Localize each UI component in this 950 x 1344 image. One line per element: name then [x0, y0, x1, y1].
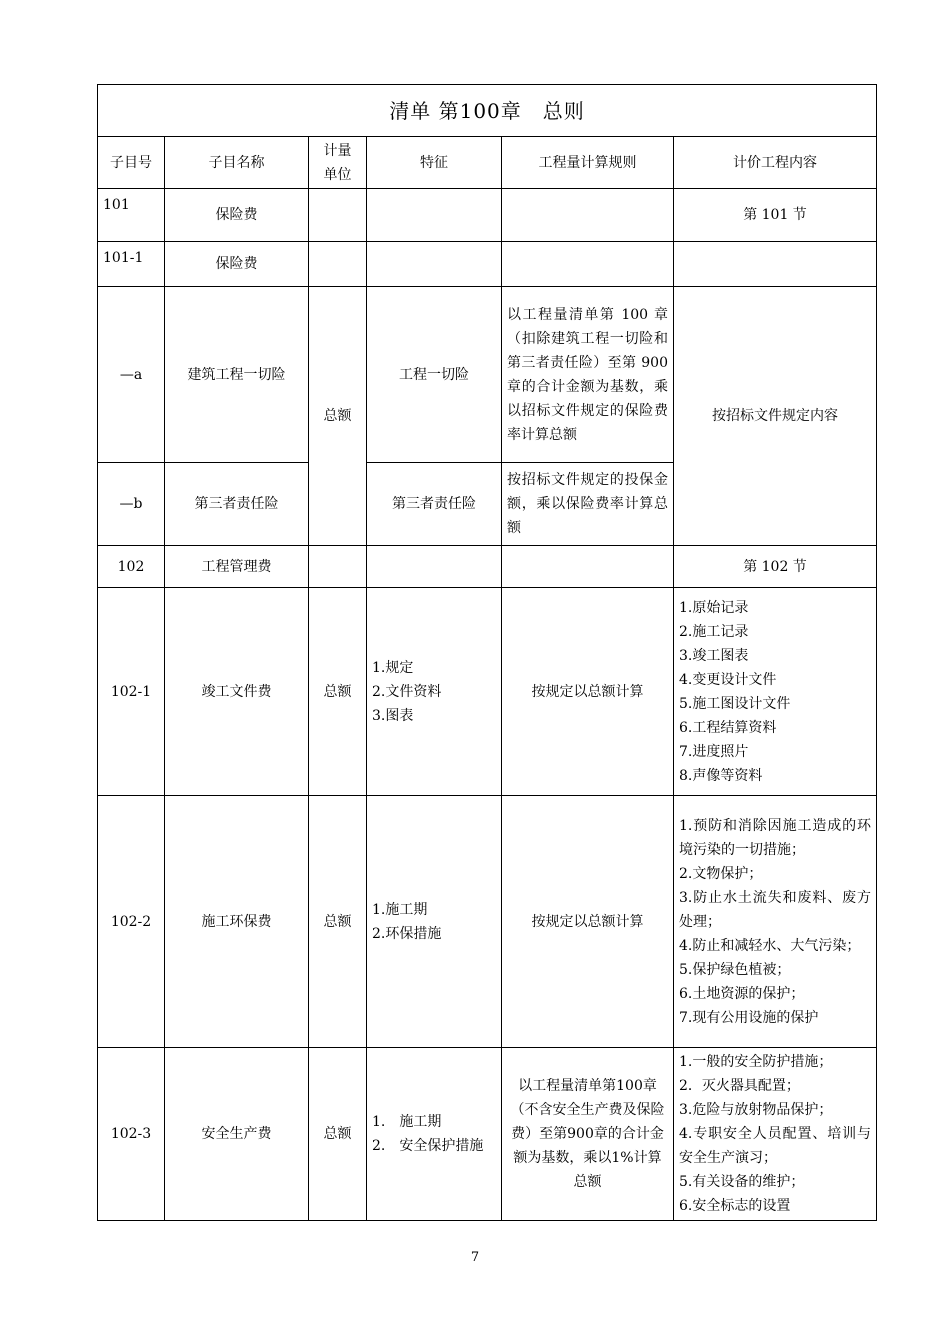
content-item: 1.预防和消除因施工造成的环境污染的一切措施； — [679, 817, 871, 858]
row-rule — [502, 242, 674, 287]
content-item: 4.变更设计文件 — [679, 671, 777, 688]
row-unit: 总额 — [309, 1048, 367, 1221]
row-feature — [367, 546, 502, 588]
row-content-list — [674, 588, 877, 796]
feature-item: 2. 安全保护措施 — [372, 1138, 484, 1154]
row-unit: 总额 — [309, 796, 367, 1048]
content-item: 5.施工图设计文件 — [679, 695, 791, 712]
feature-item: 2.文件资料 — [372, 683, 442, 700]
table-row — [98, 588, 877, 796]
row-name: 建筑工程一切险 — [165, 287, 309, 463]
feature-item: 3.图表 — [372, 707, 414, 724]
row-name: 竣工文件费 — [165, 588, 309, 796]
row-unit — [309, 242, 367, 287]
row-rule — [502, 546, 674, 588]
row-name: 安全生产费 — [165, 1048, 309, 1221]
content-item: 7.现有公用设施的保护 — [679, 1009, 819, 1026]
content-item: 2．灭火器具配置； — [679, 1078, 800, 1094]
header-code: 子目号 — [98, 137, 165, 189]
row-content — [674, 242, 877, 287]
header-row — [98, 137, 877, 189]
content-item: 3.危险与放射物品保护； — [679, 1102, 833, 1118]
row-code: —b — [98, 463, 165, 546]
row-name: 施工环保费 — [165, 796, 309, 1048]
header-content: 计价工程内容 — [674, 137, 877, 189]
row-unit: 总额 — [309, 588, 367, 796]
content-item: 8.声像等资料 — [679, 767, 763, 784]
row-unit: 总额 — [309, 287, 367, 546]
row-feature-list — [367, 588, 502, 796]
row-code: 101-1 — [98, 242, 165, 287]
table-row — [98, 796, 877, 1048]
table-row — [98, 287, 877, 463]
row-content: 第 102 节 — [674, 546, 877, 588]
row-name: 工程管理费 — [165, 546, 309, 588]
table-row — [98, 546, 877, 588]
content-item: 5.有关设备的维护； — [679, 1174, 805, 1190]
row-content: 第 101 节 — [674, 189, 877, 242]
feature-item: 1. 施工期 — [372, 1114, 442, 1130]
row-code: 101 — [98, 189, 165, 242]
row-unit — [309, 546, 367, 588]
row-name: 第三者责任险 — [165, 463, 309, 546]
row-name: 保险费 — [165, 189, 309, 242]
row-feature: 工程一切险 — [367, 287, 502, 463]
row-rule: 按规定以总额计算 — [502, 796, 674, 1048]
row-name: 保险费 — [165, 242, 309, 287]
feature-item: 1.施工期 — [372, 901, 428, 918]
header-name: 子目名称 — [165, 137, 309, 189]
content-item: 3.防止水土流失和废料、废方处理； — [679, 889, 871, 930]
title-row — [98, 85, 877, 137]
table-row — [98, 1048, 877, 1221]
row-feature-list — [367, 796, 502, 1048]
row-code: —a — [98, 287, 165, 463]
row-rule: 以工程量清单第100章（不含安全生产费及保险费）至第900章的合计金额为基数，乘以1%计算总额 — [502, 1048, 674, 1221]
row-code: 102-3 — [98, 1048, 165, 1221]
content-item: 5.保护绿色植被； — [679, 961, 791, 978]
header-unit: 计量单位 — [309, 137, 367, 189]
table-title: 清单 第100章 总则 — [98, 85, 877, 137]
row-feature — [367, 189, 502, 242]
row-code: 102-1 — [98, 588, 165, 796]
content-item: 6.工程结算资料 — [679, 719, 777, 736]
header-rule: 工程量计算规则 — [502, 137, 674, 189]
content-item: 6.安全标志的设置 — [679, 1198, 791, 1214]
row-feature-list — [367, 1048, 502, 1221]
content-item: 2.施工记录 — [679, 623, 749, 640]
row-code: 102 — [98, 546, 165, 588]
table-row — [98, 189, 877, 242]
content-item: 1.一般的安全防护措施； — [679, 1054, 833, 1070]
content-item: 7.进度照片 — [679, 743, 749, 760]
page-number: 7 — [470, 1250, 480, 1265]
row-content: 按招标文件规定内容 — [674, 287, 877, 546]
feature-item: 1.规定 — [372, 659, 414, 676]
header-feature: 特征 — [367, 137, 502, 189]
content-item: 6.土地资源的保护； — [679, 985, 805, 1002]
content-item: 3.竣工图表 — [679, 647, 749, 664]
row-rule: 按规定以总额计算 — [502, 588, 674, 796]
row-rule: 按招标文件规定的投保金额，乘以保险费率计算总额 — [502, 463, 674, 546]
row-rule: 以工程量清单第 100 章（扣除建筑工程一切险和第三者责任险）至第 900 章的合计金额为基数，乘以招标文件规定的保险费率计算总额 — [502, 287, 674, 463]
row-rule — [502, 189, 674, 242]
table-row — [98, 242, 877, 287]
content-item: 4.专职安全人员配置、培训与安全生产演习； — [679, 1126, 871, 1166]
row-feature: 第三者责任险 — [367, 463, 502, 546]
row-code: 102-2 — [98, 796, 165, 1048]
bill-of-quantities-table — [97, 84, 877, 1221]
content-item: 1.原始记录 — [679, 599, 749, 616]
row-feature — [367, 242, 502, 287]
row-content-list — [674, 1048, 877, 1221]
content-item: 4.防止和减轻水、大气污染； — [679, 937, 861, 954]
content-item: 2.文物保护； — [679, 865, 763, 882]
row-unit — [309, 189, 367, 242]
row-content-list — [674, 796, 877, 1048]
feature-item: 2.环保措施 — [372, 925, 442, 942]
